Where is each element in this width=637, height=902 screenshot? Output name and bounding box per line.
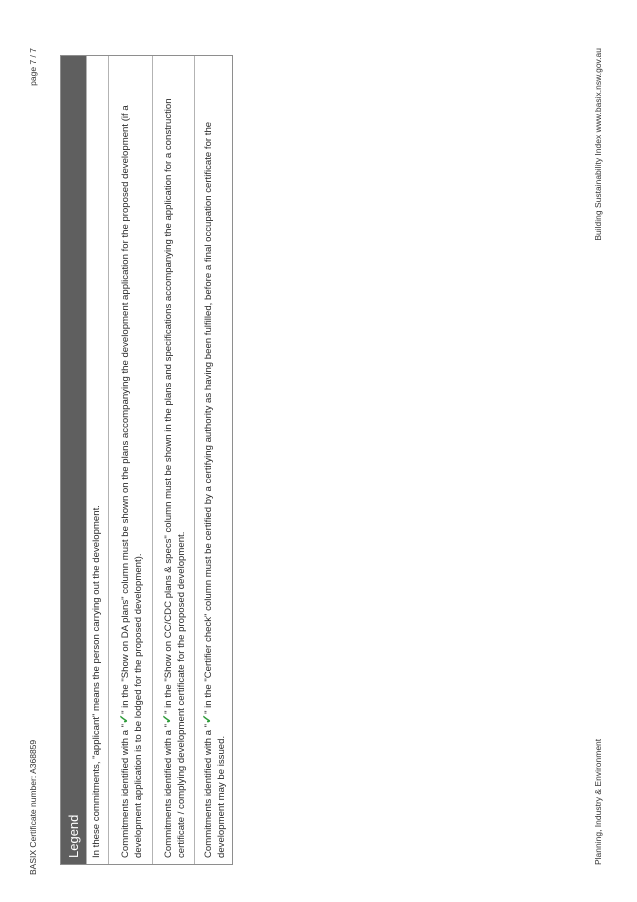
footer-index-link[interactable]: Building Sustainability Index www.basix.nsw.gov.au (593, 48, 603, 241)
legend-row-text (159, 74, 189, 858)
legend-row-text-start: Commitments identified with a " (162, 723, 174, 858)
legend-row-text-end: " in the "Certifier check" column must be certified by a certifying authority as having been fulfilled, before a final occupation certificate for the development may be issued. (202, 121, 227, 858)
checkmark-icon: ✓ (159, 713, 174, 724)
legend-row-text (116, 74, 146, 858)
certificate-number: BASIX Certificate number: A368859 (28, 739, 38, 875)
legend-row-text-end: " in the "Show on DA plans" column must be shown on the plans accompanying the development application for the proposed development (if a development application is to be lodged for the proposed development). (119, 105, 144, 858)
checkmark-icon: ✓ (116, 713, 131, 724)
legend-row-applicant (86, 56, 108, 864)
footer-department: Planning, Industry & Environment (593, 738, 603, 865)
legend-row-text-end: " in the "Show on CC/CDC plans & specs" column must be shown in the plans and specifications accompanying the application for a construction certificate / complying development certificate for the proposed development. (162, 98, 187, 858)
legend-row-text-start: Commitments identified with a " (119, 723, 131, 858)
checkmark-icon: ✓ (199, 713, 214, 724)
legend-row-text (199, 74, 229, 858)
legend-row-cc-cdc-plans (152, 56, 194, 864)
legend-row-text-start: Commitments identified with a " (202, 723, 214, 858)
legend-row-text: In these commitments, "applicant" means the person carrying out the development. (91, 505, 103, 858)
legend-table (60, 55, 233, 865)
legend-row-da-plans (108, 56, 152, 864)
legend-title: Legend (61, 56, 86, 864)
legend-row-certifier-check (194, 56, 232, 864)
page-number: page 7 / 7 (28, 48, 38, 86)
